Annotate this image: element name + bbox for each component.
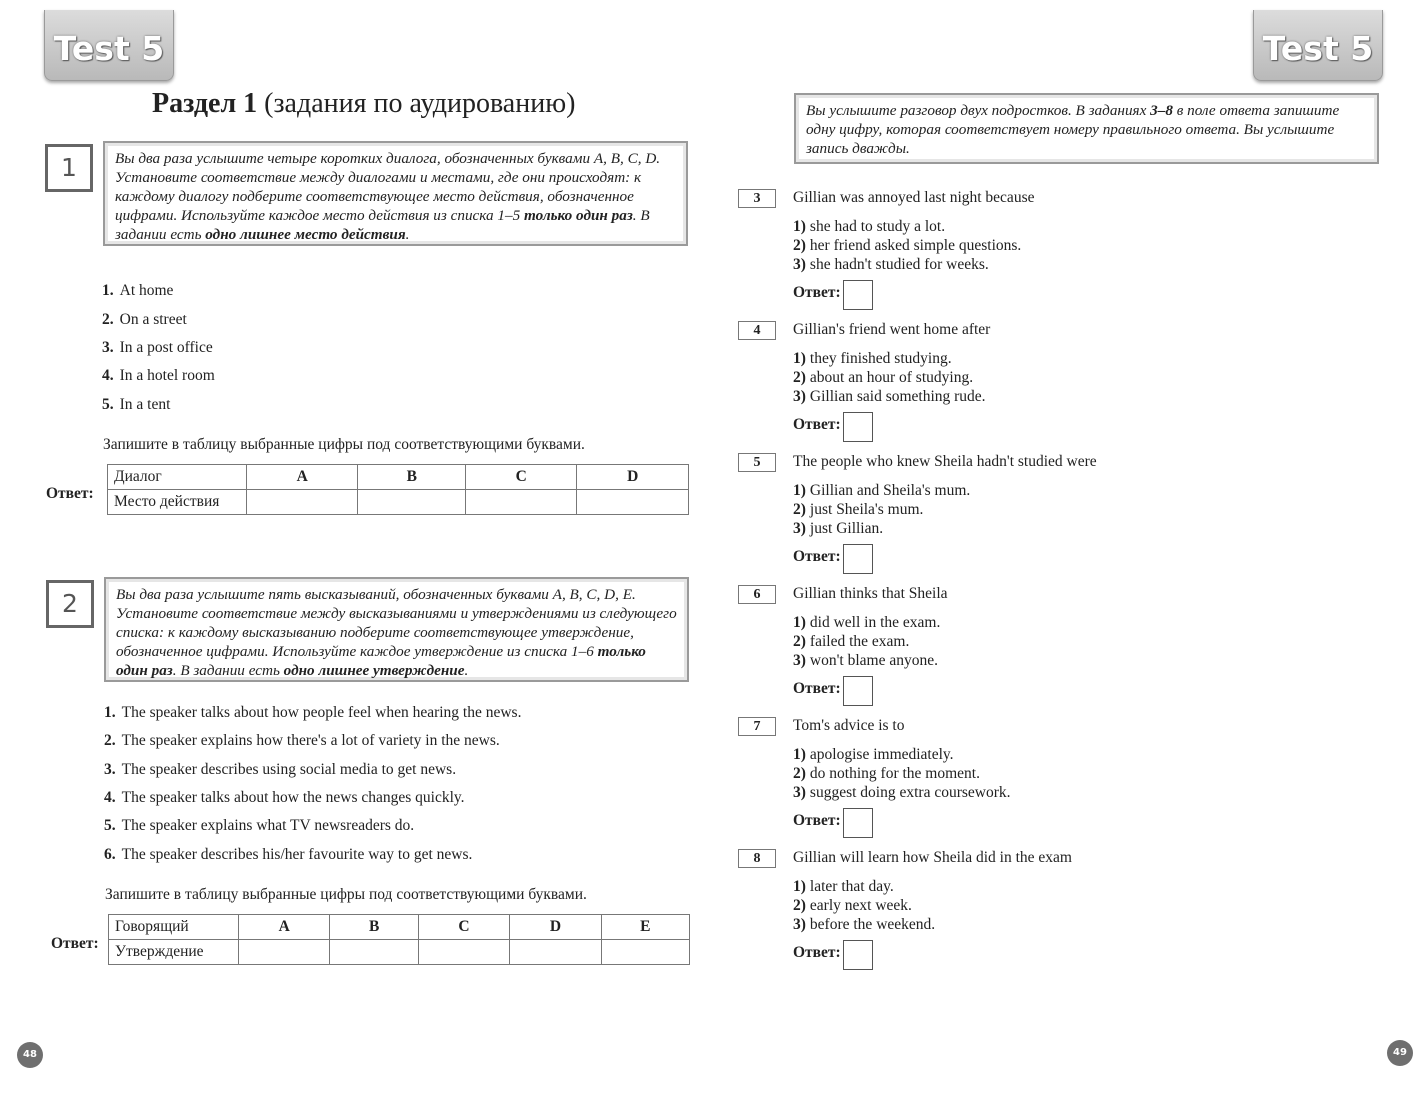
instr-bold: 3–8 <box>1150 102 1173 119</box>
section-title-rest: (задания по аудированию) <box>264 88 576 119</box>
instr-text: Вы услышите разговор двух подростков. В заданиях <box>806 102 1151 119</box>
list-item: 1. At home <box>102 282 174 299</box>
test-tab-right: Test 5 <box>1253 10 1383 81</box>
task-1-answer-label: Ответ: <box>46 485 94 502</box>
column-letter: C <box>418 915 509 940</box>
option: 2) early next week. <box>793 897 912 914</box>
answer-label: Ответ: <box>793 284 841 301</box>
task-1-table-note: Запишите в таблицу выбранные цифры под соответствующими буквами. <box>103 436 585 453</box>
option: 1) they finished studying. <box>793 350 952 367</box>
answer-box[interactable] <box>843 808 873 838</box>
instr-bold: только один раз <box>523 207 633 224</box>
answer-label: Ответ: <box>793 812 841 829</box>
answer-cell[interactable] <box>418 940 509 965</box>
question-number: 3 <box>738 189 776 208</box>
question-text: Tom's advice is to <box>793 717 905 734</box>
option: 1) apologise immediately. <box>793 746 954 763</box>
question-number: 6 <box>738 585 776 604</box>
option: 1) did well in the exam. <box>793 614 941 631</box>
option: 2) failed the exam. <box>793 633 910 650</box>
option: 3) she hadn't studied for weeks. <box>793 256 989 273</box>
column-letter: D <box>510 915 601 940</box>
answer-box[interactable] <box>843 412 873 442</box>
answer-cell[interactable] <box>510 940 601 965</box>
list-item: 4. In a hotel room <box>102 367 215 384</box>
option: 1) later that day. <box>793 878 894 895</box>
question-number: 5 <box>738 453 776 472</box>
instr-text: в поле ответа запишите одну цифру, которая соответствует номеру правильного ответа. Вы услышите запись дважды. <box>806 102 1340 157</box>
option: 2) about an hour of studying. <box>793 369 974 386</box>
row-label: Говорящий <box>109 915 239 940</box>
answer-box[interactable] <box>843 940 873 970</box>
question-text: The people who knew Sheila hadn't studied were <box>793 453 1097 470</box>
answer-cell[interactable] <box>330 940 418 965</box>
question-number: 8 <box>738 849 776 868</box>
instr-bold: одно лишнее место действия <box>205 226 406 243</box>
option: 3) won't blame anyone. <box>793 652 938 669</box>
answer-box[interactable] <box>843 544 873 574</box>
list-item: 3. In a post office <box>102 339 213 356</box>
option: 2) just Sheila's mum. <box>793 501 924 518</box>
answer-cell[interactable] <box>577 490 689 515</box>
right-instructions <box>794 93 1379 164</box>
row-label: Утверждение <box>109 940 239 965</box>
option: 2) her friend asked simple questions. <box>793 237 1022 254</box>
question-text: Gillian will learn how Sheila did in the exam <box>793 849 1072 866</box>
instr-text: . В задании есть <box>115 207 650 243</box>
option: 3) just Gillian. <box>793 520 884 537</box>
task-2-table-note: Запишите в таблицу выбранные цифры под соответствующими буквами. <box>105 886 587 903</box>
answer-cell[interactable] <box>466 490 577 515</box>
answer-label: Ответ: <box>793 680 841 697</box>
test-tab-left: Test 5 <box>44 10 174 81</box>
question-number: 4 <box>738 321 776 340</box>
list-item: 3. The speaker describes using social media to get news. <box>104 761 457 778</box>
column-letter: A <box>239 915 330 940</box>
answer-cell[interactable] <box>239 940 330 965</box>
instr-text: Вы два раза услышите четыре коротких диалога, обозначенных буквами A, B, C, D. Установите соответствие между диалогами и местами, где они происходят: к каждому диалогу подберите соответствующее место действия, обозначенное цифрами. Используйте каждое место действия из списка 1–5 <box>115 150 661 224</box>
answer-cell[interactable] <box>247 490 358 515</box>
task-2-answer-label: Ответ: <box>51 935 99 952</box>
question-text: Gillian's friend went home after <box>793 321 991 338</box>
answer-cell[interactable] <box>358 490 466 515</box>
task-1-instructions <box>103 141 688 246</box>
list-item: 1. The speaker talks about how people feel when hearing the news. <box>104 704 522 721</box>
task-1-number: 1 <box>45 144 93 192</box>
column-letter: B <box>358 465 466 490</box>
task-1-answer-table <box>107 464 689 515</box>
list-item: 5. In a tent <box>102 396 171 413</box>
answer-box[interactable] <box>843 280 873 310</box>
option: 1) Gillian and Sheila's mum. <box>793 482 971 499</box>
option: 1) she had to study a lot. <box>793 218 946 235</box>
list-item: 6. The speaker describes his/her favourite way to get news. <box>104 846 473 863</box>
list-item: 2. The speaker explains how there's a lot of variety in the news. <box>104 732 500 749</box>
instr-text: . <box>464 662 469 679</box>
instr-bold: только один раз <box>116 643 646 679</box>
row-label: Место действия <box>108 490 247 515</box>
column-letter: D <box>577 465 689 490</box>
column-letter: B <box>330 915 418 940</box>
list-item: 5. The speaker explains what TV newsreaders do. <box>104 817 415 834</box>
column-letter: E <box>601 915 689 940</box>
task-2-answer-table <box>108 914 690 965</box>
question-number: 7 <box>738 717 776 736</box>
column-letter: A <box>247 465 358 490</box>
option: 3) before the weekend. <box>793 916 936 933</box>
instr-text: . <box>405 226 410 243</box>
answer-box[interactable] <box>843 676 873 706</box>
page-number-right: 49 <box>1387 1040 1413 1066</box>
row-label: Диалог <box>108 465 247 490</box>
answer-label: Ответ: <box>793 548 841 565</box>
instr-bold: одно лишнее утверждение <box>283 662 465 679</box>
option: 3) Gillian said something rude. <box>793 388 986 405</box>
answer-cell[interactable] <box>601 940 689 965</box>
instr-text: Вы два раза услышите пять высказываний, обозначенных буквами A, B, C, D, E. Установите соответствие между высказываниями и утверждениями из следующего списка: к каждому высказыванию подберите соответствующее утверждение, обозначенное цифрами. Используйте каждое утверждение из списка 1–6 <box>116 586 677 660</box>
question-text: Gillian was annoyed last night because <box>793 189 1035 206</box>
task-2-instructions <box>104 577 689 682</box>
page-number-left: 48 <box>17 1042 43 1068</box>
section-title <box>152 88 575 120</box>
instr-text: . В задании есть <box>172 662 284 679</box>
option: 2) do nothing for the moment. <box>793 765 980 782</box>
list-item: 2. On a street <box>102 311 187 328</box>
question-text: Gillian thinks that Sheila <box>793 585 948 602</box>
list-item: 4. The speaker talks about how the news changes quickly. <box>104 789 465 806</box>
section-title-bold: Раздел 1 <box>152 88 258 119</box>
task-2-number: 2 <box>46 580 94 628</box>
answer-label: Ответ: <box>793 416 841 433</box>
column-letter: C <box>466 465 577 490</box>
answer-label: Ответ: <box>793 944 841 961</box>
option: 3) suggest doing extra coursework. <box>793 784 1011 801</box>
